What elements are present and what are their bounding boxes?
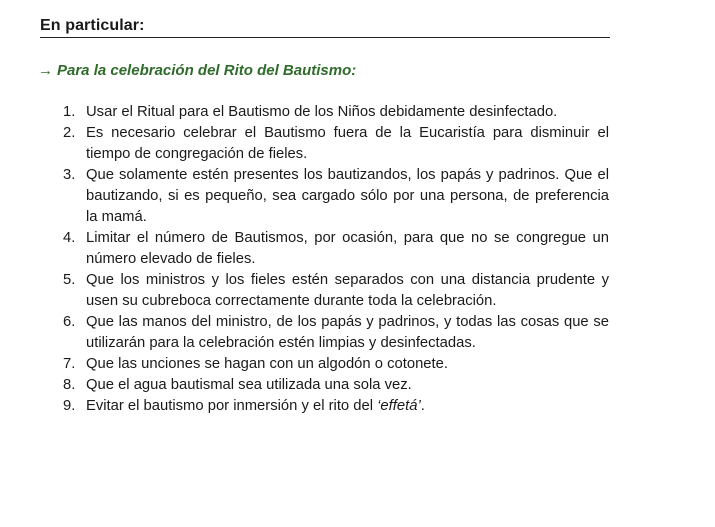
list-item-text: Que solamente estén presentes los bautizandos, los papás y padrinos. Que el bautizando, si es pequeño, sea cargado sólo por una persona, de preferencia la mamá. [86,167,609,225]
list-item-number: 5. [63,272,76,288]
list-item [0,228,609,270]
list-item-number: 6. [63,314,76,330]
list-item-number: 2. [63,125,76,141]
list-item [0,102,609,123]
subheading-text: Para la celebración del Rito del Bautismo: [57,62,357,79]
list-item-number: 1. [63,104,76,120]
list-item-number: 4. [63,230,76,246]
list-item-number: 7. [63,356,76,372]
list-item-italic-term: ‘effetá’ [377,398,421,414]
list-item [0,165,609,228]
section-heading-text: En particular: [40,17,145,34]
list-item-text: Que los ministros y los fieles estén separados con una distancia prudente y usen su cubreboca correctamente durante toda la celebración. [86,272,609,309]
section-heading [40,14,610,38]
list-item-text: Que las manos del ministro, de los papás y padrinos, y todas las cosas que se utilizarán para la celebración estén limpias y desinfectadas. [86,314,609,351]
subheading [38,61,356,81]
list-item-text: Que las unciones se hagan con un algodón o cotonete. [86,356,448,372]
list-item-text: Que el agua bautismal sea utilizada una sola vez. [86,377,412,393]
list-item [0,270,609,312]
list-item-number: 9. [63,398,76,414]
list-item-text: Usar el Ritual para el Bautismo de los Niños debidamente desinfectado. [86,104,558,120]
list-item [0,375,609,396]
list-item-number: 3. [63,167,76,183]
list-item-number: 8. [63,377,76,393]
list-item-text: Es necesario celebrar el Bautismo fuera de la Eucaristía para disminuir el tiempo de congregación de fieles. [86,125,609,162]
list-item-end: . [420,398,425,414]
arrow-right-icon: → [38,62,53,79]
list-item [0,396,609,417]
list-item-text: Evitar el bautismo por inmersión y el rito del [86,398,378,414]
list-item-text: Limitar el número de Bautismos, por ocasión, para que no se congregue un número elevado de fieles. [86,230,609,267]
list-item [0,354,609,375]
list-item [0,123,609,165]
numbered-list [0,102,620,417]
list-item [0,312,609,354]
